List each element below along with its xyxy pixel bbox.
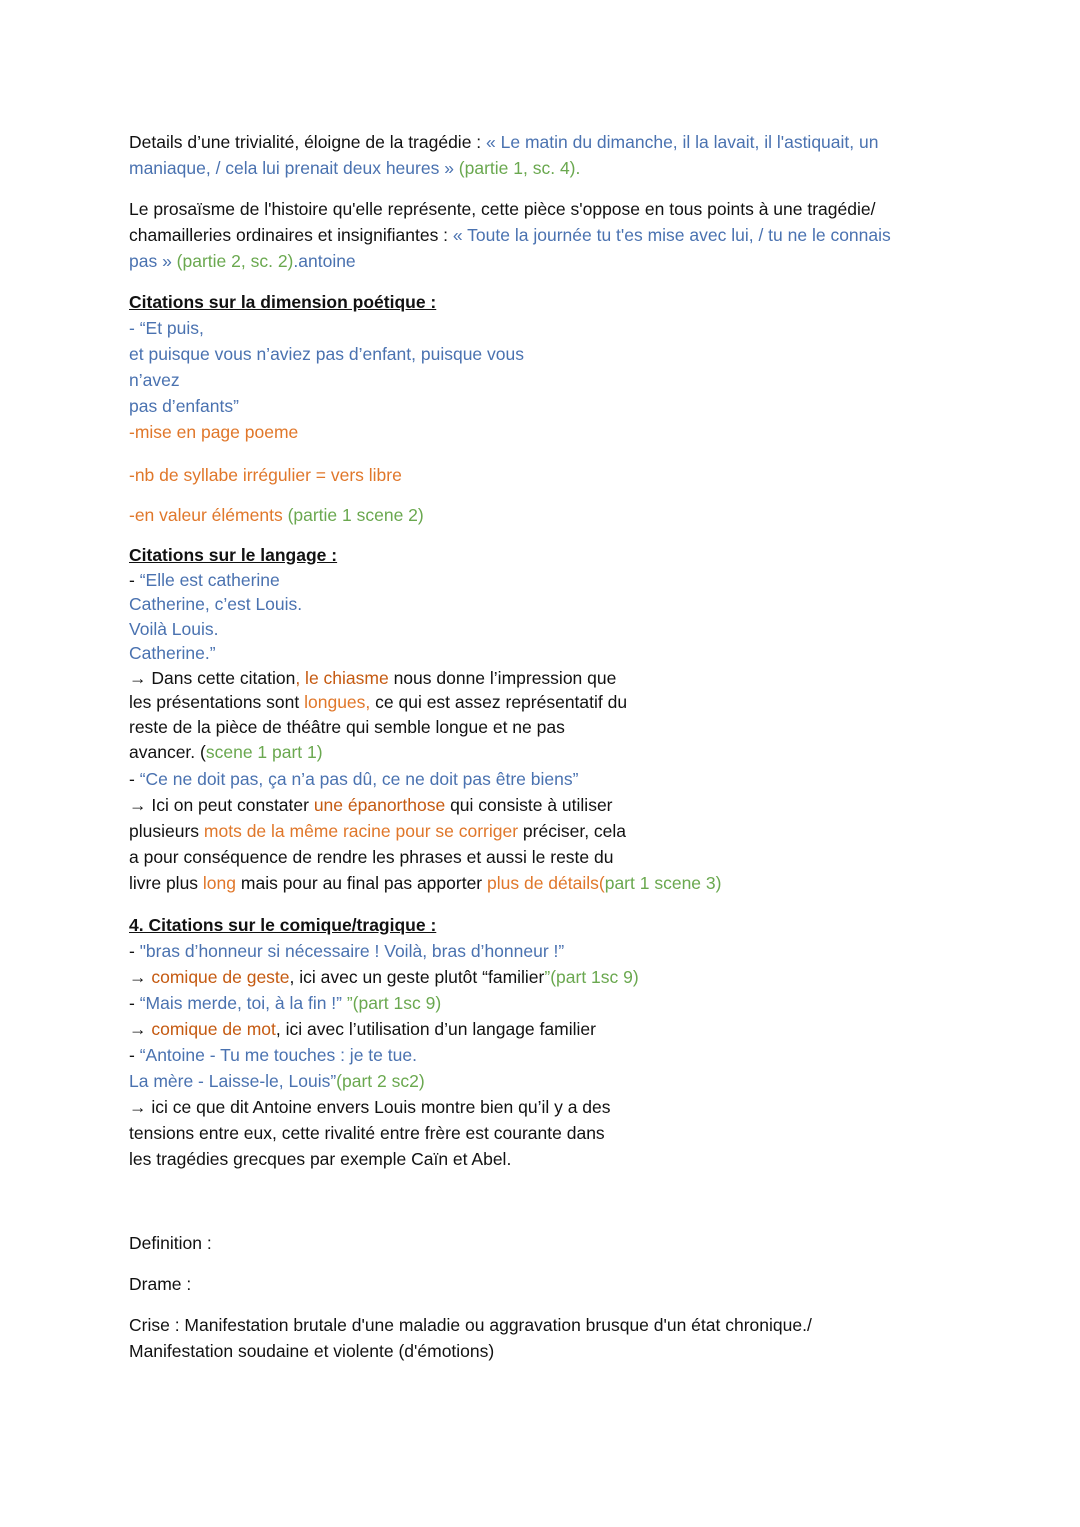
crise-line-1: Crise : Manifestation brutale d'une maladie ou aggravation brusque d'un état chronique./ (129, 1315, 812, 1335)
comment-text: , ici avec l’utilisation d’un langage familier (275, 1019, 596, 1039)
dash: - (129, 1045, 140, 1065)
poetic-section (129, 289, 959, 445)
comment-text: mais pour au final pas apporter (236, 873, 487, 893)
definition-label: Definition : (129, 1233, 212, 1253)
poetic-note-2: -nb de syllabe irrégulier = vers libre (129, 465, 402, 485)
comment-text: ce qui est assez représentatif du (370, 692, 628, 712)
triviality-paragraph (129, 129, 959, 181)
poetic-quote-3: n’avez (129, 370, 180, 390)
comique-quote-2: “Mais merde, toi, à la fin !” (139, 993, 347, 1013)
comique-quote-3: “Antoine - Tu me touches : je te tue. (139, 1045, 417, 1065)
comment-text: → Dans cette citation (129, 668, 296, 688)
poetic-note-3-block (129, 502, 959, 528)
langage-ref-2: part 1 scene 3) (604, 873, 722, 893)
poetic-note-1: -mise en page poeme (129, 422, 299, 442)
prosaism-text: chamailleries ordinaires et insignifiantes : (129, 225, 453, 245)
langage-quote-2: Catherine, c’est Louis. (129, 594, 303, 614)
prosaism-quote: « Toute la journée tu t'es mise avec lui, / tu ne le connais (452, 225, 891, 245)
dash: - (129, 993, 140, 1013)
chiasme-term: , le chiasme (295, 668, 389, 688)
comment-text: qui consiste à utiliser (445, 795, 613, 815)
prosaism-quote-end: pas » (129, 251, 172, 271)
comique-explain-1: → ici ce que dit Antoine envers Louis montre bien qu’il y a des (129, 1097, 611, 1117)
langage-quote-3: Voilà Louis. (129, 619, 219, 639)
comique-explain-3: les tragédies grecques par exemple Caïn et Abel. (129, 1149, 512, 1169)
comment-text: → Ici on peut constater (129, 795, 314, 815)
comique-quote-1: "bras d’honneur si nécessaire ! Voilà, bras d’honneur !” (139, 941, 565, 961)
poetic-heading: Citations sur la dimension poétique : (129, 292, 437, 312)
comment-text: plusieurs (129, 821, 204, 841)
langage-quote-5: “Ce ne doit pas, ça n’a pas dû, ce ne doit pas être biens” (139, 769, 579, 789)
crise-block (129, 1312, 959, 1364)
comique-quote-4: La mère - Laisse-le, Louis” (129, 1071, 337, 1091)
triviality-quote: « Le matin du dimanche, il la lavait, il l'astiquait, un (486, 132, 879, 152)
comique-ref-1: ”(part 1sc 9) (544, 967, 639, 987)
triviality-quote-cont: maniaque, / cela lui prenait deux heures » (129, 158, 454, 178)
comment-text: livre plus (129, 873, 203, 893)
epanorthose-term: une épanorthose (313, 795, 446, 815)
drame-block (129, 1271, 959, 1297)
dash: - (129, 570, 140, 590)
poetic-quote-4: pas d’enfants” (129, 396, 239, 416)
comment-text: les présentations sont (129, 692, 305, 712)
longues-term: longues, (304, 692, 371, 712)
comique-ref-3: (part 2 sc2) (336, 1071, 425, 1091)
comique-explain-2: tensions entre eux, cette rivalité entre frère est courante dans (129, 1123, 605, 1143)
definition-label-block (129, 1230, 959, 1256)
langage-ref-1: scene 1 part 1) (205, 742, 323, 762)
comique-section (129, 912, 959, 1172)
comique-heading: 4. Citations sur le comique/tragique : (129, 915, 437, 935)
details-term: plus de détails( (487, 873, 605, 893)
dash: - (129, 318, 140, 338)
langage-quote-1: “Elle est catherine (139, 570, 280, 590)
comique-mot-term: comique de mot (151, 1019, 276, 1039)
dash: - (129, 769, 140, 789)
crise-line-2: Manifestation soudaine et violente (d'émotions) (129, 1341, 495, 1361)
triviality-ref: (partie 1, sc. 4). (453, 158, 581, 178)
racine-term: mots de la même racine pour se corriger (203, 821, 519, 841)
comment-text: , ici avec un geste plutôt “familier (289, 967, 545, 987)
arrow: → (129, 1019, 152, 1039)
long-term: long (202, 873, 237, 893)
poetic-note-2-block (129, 462, 959, 488)
prosaism-paragraph (129, 196, 959, 274)
poetic-note-3-ref: (partie 1 scene 2) (282, 505, 424, 525)
drame-label: Drame : (129, 1274, 192, 1294)
langage-section (129, 543, 959, 896)
prosaism-line-1: Le prosaïsme de l'histoire qu'elle représente, cette pièce s'oppose en tous points à une tragédie/ (129, 199, 876, 219)
langage-comment-d3: a pour conséquence de rendre les phrases et aussi le reste du (129, 847, 614, 867)
langage-comment-3: reste de la pièce de théâtre qui semble longue et ne pas (129, 717, 565, 737)
dash: - (129, 941, 140, 961)
comment-text: avancer. ( (129, 742, 206, 762)
triviality-intro: Details d’une trivialité, éloigne de la tragédie : (129, 132, 487, 152)
langage-heading: Citations sur le langage : (129, 545, 338, 565)
poetic-quote-2: et puisque vous n’aviez pas d’enfant, puisque vous (129, 344, 524, 364)
comment-text: préciser, cela (518, 821, 627, 841)
comique-geste-term: comique de geste (151, 967, 290, 987)
prosaism-tail: .antoine (293, 251, 356, 271)
comment-text: nous donne l’impression que (388, 668, 617, 688)
poetic-note-3: -en valeur éléments (129, 505, 283, 525)
arrow: → (129, 967, 152, 987)
prosaism-ref: (partie 2, sc. 2) (171, 251, 294, 271)
poetic-quote-1: “Et puis, (139, 318, 204, 338)
comique-ref-2: ”(part 1sc 9) (346, 993, 442, 1013)
langage-quote-4: Catherine.” (129, 643, 216, 663)
